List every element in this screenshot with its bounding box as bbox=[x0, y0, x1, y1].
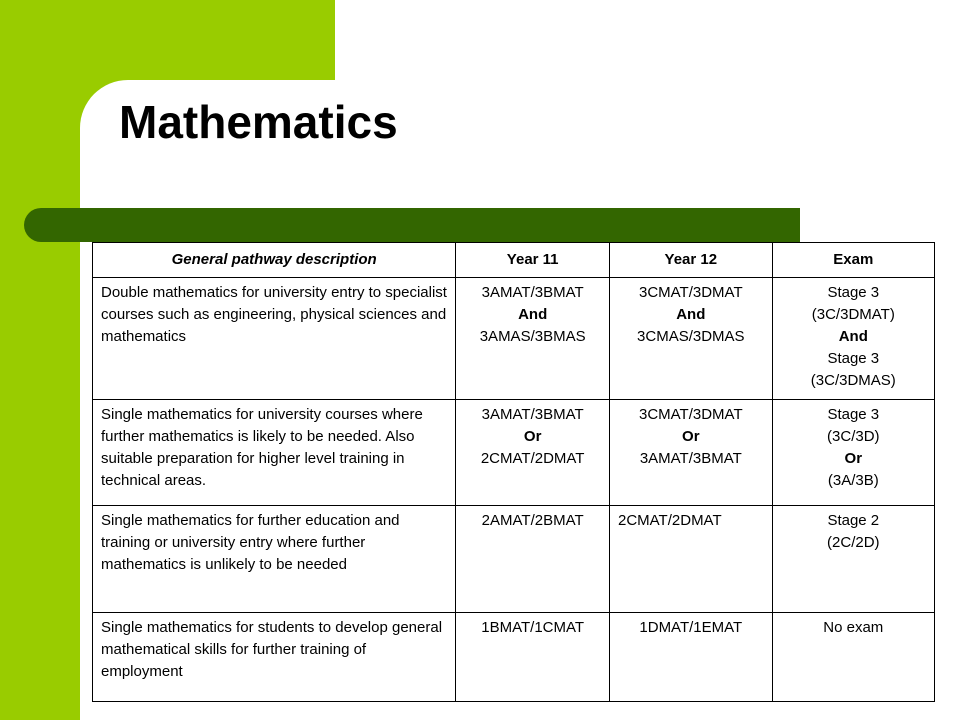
row-exam: Stage 3 (3C/3DMAT) And Stage 3 (3C/3DMAS) bbox=[772, 278, 934, 400]
row-year-11: 2AMAT/2BMAT bbox=[456, 506, 610, 613]
row-description: Single mathematics for further education and training or university entry where further mathematics is unlikely to be needed bbox=[93, 506, 456, 613]
row-description: Double mathematics for university entry to specialist courses such as engineering, physical sciences and mathematics bbox=[93, 278, 456, 400]
header-year-11: Year 11 bbox=[456, 243, 610, 278]
row-description: Single mathematics for university courses where further mathematics is likely to be needed. Also suitable preparation for higher level training in technical areas. bbox=[93, 400, 456, 506]
table-row bbox=[93, 613, 935, 702]
row-year-12: 3CMAT/3DMAT And 3CMAS/3DMAS bbox=[610, 278, 773, 400]
row-year-12: 2CMAT/2DMAT bbox=[610, 506, 773, 613]
header-description: General pathway description bbox=[93, 243, 456, 278]
row-year-11: 1BMAT/1CMAT bbox=[456, 613, 610, 702]
table-header-row bbox=[93, 243, 935, 278]
row-exam: No exam bbox=[772, 613, 934, 702]
row-year-11: 3AMAT/3BMAT Or 2CMAT/2DMAT bbox=[456, 400, 610, 506]
header-year-12: Year 12 bbox=[610, 243, 773, 278]
row-year-11: 3AMAT/3BMAT And 3AMAS/3BMAS bbox=[456, 278, 610, 400]
slide-title: Mathematics bbox=[119, 96, 398, 148]
table-row bbox=[93, 506, 935, 613]
title-divider-bar bbox=[24, 208, 800, 242]
header-exam: Exam bbox=[772, 243, 934, 278]
pathway-table bbox=[92, 242, 935, 702]
row-year-12: 1DMAT/1EMAT bbox=[610, 613, 773, 702]
row-exam: Stage 3 (3C/3D) Or (3A/3B) bbox=[772, 400, 934, 506]
table-row bbox=[93, 278, 935, 400]
table-row bbox=[93, 400, 935, 506]
row-year-12: 3CMAT/3DMAT Or 3AMAT/3BMAT bbox=[610, 400, 773, 506]
row-exam: Stage 2 (2C/2D) bbox=[772, 506, 934, 613]
row-description: Single mathematics for students to develop general mathematical skills for further training of employment bbox=[93, 613, 456, 702]
